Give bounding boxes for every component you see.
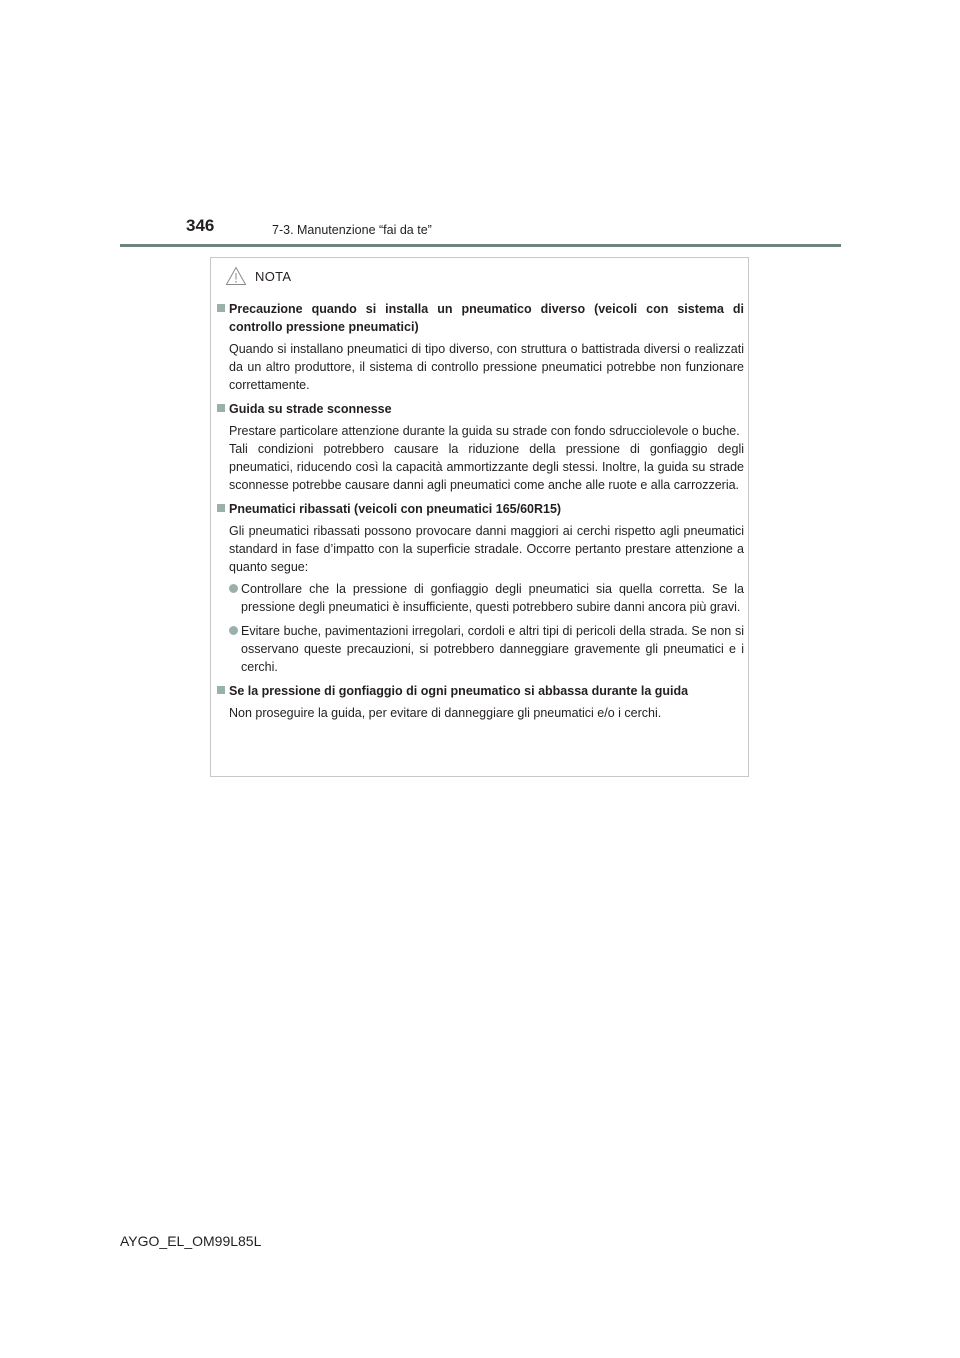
- document-code: AYGO_EL_OM99L85L: [120, 1233, 262, 1249]
- notice-item-text: [217, 704, 744, 722]
- notice-item-text: [217, 422, 744, 494]
- circle-bullet-icon: [229, 584, 238, 593]
- header-rule: [120, 244, 841, 247]
- square-bullet-icon: [217, 686, 225, 694]
- paragraph: Non proseguire la guida, per evitare di danneggiare gli pneumatici e/o i cerchi.: [229, 706, 662, 720]
- circle-bullet-icon: [229, 626, 238, 635]
- square-bullet-icon: [217, 504, 225, 512]
- page-header: [120, 216, 840, 246]
- notice-item-text: [217, 522, 744, 576]
- paragraph: Prestare particolare attenzione durante la guida su strade con fondo sdrucciolevole o buche.: [229, 424, 740, 438]
- notice-item-title: Guida su strade sconnesse: [217, 400, 744, 418]
- notice-item-text: [217, 340, 744, 394]
- warning-triangle-icon: [225, 266, 247, 286]
- notice-item: [217, 500, 744, 676]
- page-number: 346: [186, 216, 215, 235]
- notice-item: [217, 400, 744, 494]
- notice-item-title: Se la pressione di gonfiaggio di ogni pneumatico si abbassa durante la guida: [217, 682, 744, 700]
- square-bullet-icon: [217, 304, 225, 312]
- notice-header: [225, 264, 291, 288]
- notice-box: [210, 257, 749, 777]
- paragraph: Tali condizioni potrebbero causare la riduzione della pressione di gonfiaggio degli pneumatici, riducendo così la capacità ammortizzante degli stessi. Inoltre, la guida su strade sconnesse potrebbe causare danni agli pneumatici come anche alle ruote e alla carrozzeria.: [229, 442, 744, 492]
- notice-item-title: Pneumatici ribassati (veicoli con pneumatici 165/60R15): [217, 500, 744, 518]
- notice-item: [217, 300, 744, 394]
- bullet-list: [217, 580, 744, 676]
- section-title: 7-3. Manutenzione “fai da te”: [272, 223, 432, 237]
- bullet-item: Controllare che la pressione di gonfiaggio degli pneumatici sia quella corretta. Se la pressione degli pneumatici è insufficiente, questi potrebbero subire danni ancora più gravi.: [229, 580, 744, 616]
- notice-label: NOTA: [255, 268, 292, 284]
- notice-body: [217, 300, 744, 728]
- square-bullet-icon: [217, 404, 225, 412]
- paragraph: Gli pneumatici ribassati possono provocare danni maggiori ai cerchi rispetto agli pneumatici standard in fase d’impatto con la superficie stradale. Occorre pertanto prestare attenzione a quanto segue:: [229, 524, 744, 574]
- bullet-item: Evitare buche, pavimentazioni irregolari, cordoli e altri tipi di pericoli della strada. Se non si osservano queste precauzioni, si potrebbero danneggiare gravemente gli pneumatici e i cerchi.: [229, 622, 744, 676]
- notice-item: [217, 682, 744, 722]
- paragraph: Quando si installano pneumatici di tipo diverso, con struttura o battistrada diversi o realizzati da un altro produttore, il sistema di controllo pressione pneumatici potrebbe non funzionare correttamente.: [229, 342, 744, 392]
- notice-item-title: Precauzione quando si installa un pneumatico diverso (veicoli con sistema di controllo pressione pneumatici): [217, 300, 744, 336]
